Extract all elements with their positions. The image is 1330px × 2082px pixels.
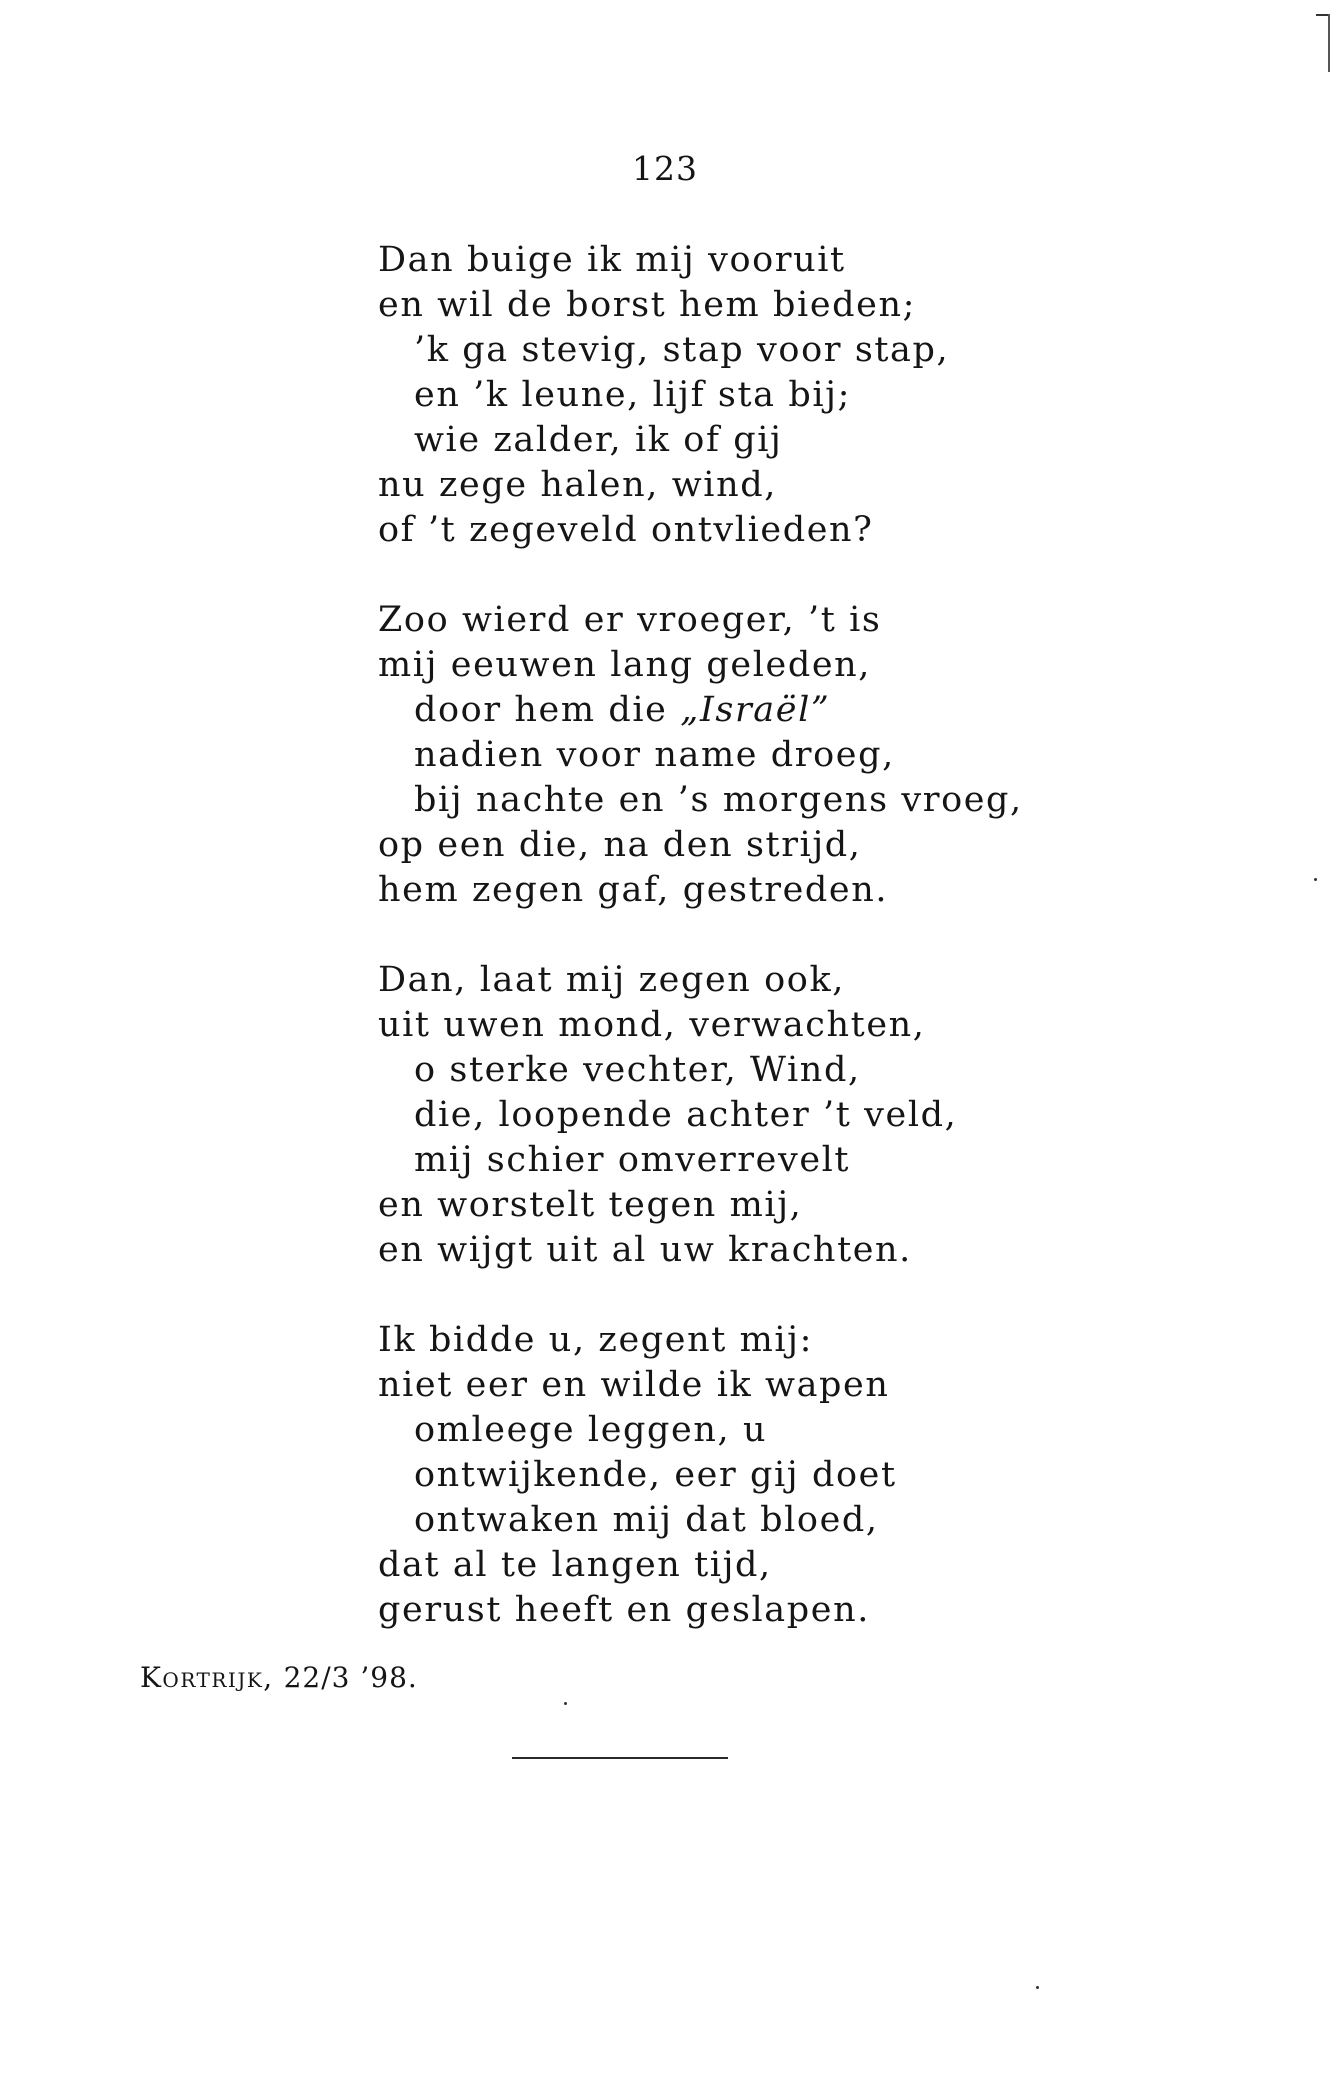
- poem-line: mij eeuwen lang geleden,: [378, 645, 872, 685]
- poem-line: Dan buige ik mij vooruit: [378, 240, 846, 280]
- poem-line: Ik bidde u, zegent mij:: [378, 1320, 814, 1360]
- page-edge-mark: [1316, 14, 1330, 74]
- poem-line: op een die, na den strijd,: [378, 825, 862, 865]
- stanza-1: [378, 238, 1158, 553]
- poem-line: Dan, laat mij zegen ook,: [378, 960, 846, 1000]
- dateline-date: 22/3 ’98.: [283, 1661, 418, 1694]
- poem-line: en wil de borst hem bieden;: [378, 285, 916, 325]
- page-number: 123: [632, 149, 698, 188]
- poem-line: Zoo wierd er vroeger, ’t is: [378, 600, 882, 640]
- poem-line: ontwaken mij dat bloed,: [414, 1500, 879, 1540]
- closing-rule: [512, 1757, 728, 1759]
- poem-line-text: door hem die: [414, 690, 668, 730]
- poem-line: en ’k leune, lijf sta bij;: [414, 375, 851, 415]
- poem-line: die, loopende achter ’t veld,: [414, 1095, 958, 1135]
- poem-line: nadien voor name droeg,: [414, 735, 895, 775]
- poem-line: mij schier omverrevelt: [414, 1140, 851, 1180]
- poem-line: niet eer en wilde ik wapen: [378, 1365, 890, 1405]
- poem-line: en worstelt tegen mij,: [378, 1185, 803, 1225]
- poem-line: gerust heeft en geslapen.: [378, 1590, 870, 1630]
- poem-line: ontwijkende, eer gij doet: [414, 1455, 897, 1495]
- poem-line: uit uwen mond, verwachten,: [378, 1005, 926, 1045]
- speck: [564, 1702, 567, 1705]
- poem-line: wie zalder, ik of gij: [414, 420, 783, 460]
- poem: [378, 238, 1158, 1678]
- poem-line: bij nachte en ’s morgens vroeg,: [414, 780, 1023, 820]
- dateline: [140, 1661, 418, 1694]
- poem-line: en wijgt uit al uw krachten.: [378, 1230, 912, 1270]
- poem-line: of ’t zegeveld ontvlieden?: [378, 510, 874, 550]
- poem-line-with-emphasis: [378, 688, 1158, 733]
- stanza-3: [378, 958, 1158, 1273]
- poem-line: nu zege halen, wind,: [378, 465, 777, 505]
- poem-line: ’k ga stevig, stap voor stap,: [414, 330, 950, 370]
- speck: [1036, 1986, 1039, 1989]
- poem-line: dat al te langen tijd,: [378, 1545, 772, 1585]
- speck: [1314, 878, 1317, 881]
- poem-line: o sterke vechter, Wind,: [414, 1050, 861, 1090]
- dateline-place: Kortrijk,: [140, 1661, 274, 1694]
- stanza-2: [378, 598, 1158, 913]
- poem-line: hem zegen gaf, gestreden.: [378, 870, 889, 910]
- italic-name: „Israël”: [680, 690, 831, 730]
- stanza-4: [378, 1318, 1158, 1633]
- poem-line: omleege leggen, u: [414, 1410, 768, 1450]
